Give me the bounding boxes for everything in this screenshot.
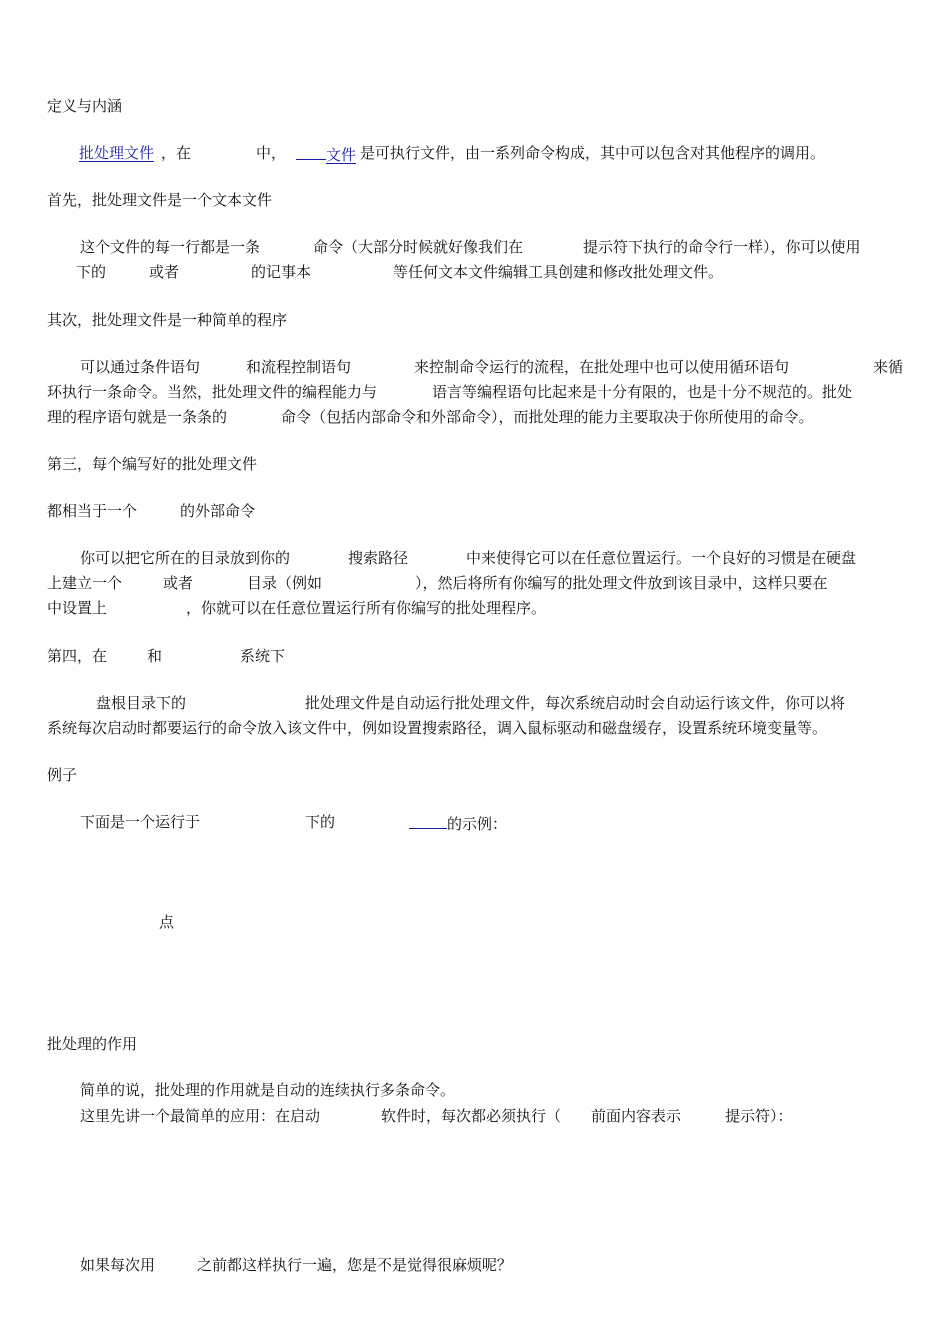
- text-segment: 理的程序语句就是一条条的: [47, 408, 228, 426]
- heading-definition: 定义与内涵: [47, 97, 123, 115]
- text-segment: 中来使得它可以在任意位置运行。一个良好的习惯是在硬盘: [466, 549, 857, 567]
- text-segment: 系统下: [240, 647, 286, 665]
- text-segment: 第四，在: [47, 647, 108, 665]
- intro-text-1: ，在: [161, 144, 192, 162]
- text-segment: 提示符）：: [725, 1107, 793, 1125]
- text-segment: 或者: [149, 263, 180, 281]
- batch-file-link[interactable]: 批处理文件: [79, 144, 155, 162]
- heading-usage: 批处理的作用: [47, 1035, 138, 1053]
- text-segment: 来控制命令运行的流程，在批处理中也可以使用循环语句: [414, 358, 790, 376]
- text-segment: 搜索路径: [348, 549, 409, 567]
- heading-third: 第三，每个编写好的批处理文件: [47, 455, 258, 473]
- text-segment: 下面是一个运行于: [80, 813, 201, 831]
- heading-example: 例子: [47, 766, 78, 784]
- text-segment: 命令（包括内部命令和外部命令），而批处理的能力主要取决于你所使用的命令。: [281, 408, 814, 426]
- text-segment: 来循: [873, 358, 904, 376]
- text-segment: 之前都这样执行一遍，您是不是觉得很麻烦呢？: [197, 1256, 513, 1274]
- text-segment: 可以通过条件语句: [80, 358, 201, 376]
- text-segment: 等任何文本文件编辑工具创建和修改批处理文件。: [393, 263, 724, 281]
- text-segment: 提示符下执行的命令行一样），你可以使用: [583, 238, 861, 256]
- text-segment: 或者: [163, 574, 194, 592]
- text-segment: 你可以把它所在的目录放到你的: [80, 549, 291, 567]
- file-link-blank: [296, 143, 326, 160]
- intro-text-2: 中，: [256, 144, 287, 162]
- heading-first: 首先，批处理文件是一个文本文件: [47, 191, 273, 209]
- text-segment: 的外部命令: [180, 502, 256, 520]
- text-segment: 下的: [76, 263, 107, 281]
- text-segment: 的示例：: [447, 815, 508, 833]
- file-link[interactable]: 文件: [296, 143, 356, 165]
- text-segment: 前面内容表示: [591, 1107, 682, 1125]
- example-code: 点: [159, 913, 175, 931]
- text-segment: ），然后将所有你编写的批处理文件放到该目录中，这样只要在: [415, 574, 828, 592]
- text-segment: 批处理文件是自动运行批处理文件，每次系统启动时会自动运行该文件，你可以将: [305, 694, 846, 712]
- text-segment: 和: [147, 647, 163, 665]
- example-link-blank: [409, 812, 447, 829]
- fourth-body-line-2: 系统每次启动时都要运行的命令放入该文件中，例如设置搜索路径，调入鼠标驱动和磁盘缓存，设置系统环境变量等。: [47, 719, 828, 737]
- text-segment: 上建立一个: [47, 574, 123, 592]
- text-segment: ，你就可以在任意位置运行所有你编写的批处理程序。: [186, 599, 547, 617]
- text-segment: 如果每次用: [80, 1256, 156, 1274]
- text-segment: 这里先讲一个最简单的应用：在启动: [80, 1107, 321, 1125]
- text-segment: 中设置上: [47, 599, 108, 617]
- text-segment: 都相当于一个: [47, 502, 138, 520]
- example-link[interactable]: [409, 812, 507, 834]
- text-segment: 的记事本: [251, 263, 312, 281]
- text-segment: 命令（大部分时候就好像我们在: [313, 238, 524, 256]
- text-segment: 这个文件的每一行都是一条: [80, 238, 261, 256]
- text-segment: 下的: [305, 813, 336, 831]
- text-segment: 盘根目录下的: [96, 694, 187, 712]
- intro-text-3: 是可执行文件，由一系列命令构成，其中可以包含对其他程序的调用。: [360, 144, 826, 162]
- text-segment: 软件时，每次都必须执行（: [381, 1107, 562, 1125]
- heading-second: 其次，批处理文件是一种简单的程序: [47, 311, 288, 329]
- text-segment: 环执行一条命令。当然，批处理文件的编程能力与: [47, 383, 378, 401]
- text-segment: 和流程控制语句: [246, 358, 352, 376]
- text-segment: 语言等编程语句比起来是十分有限的，也是十分不规范的。批处: [432, 383, 853, 401]
- usage-line-1: 简单的说，批处理的作用就是自动的连续执行多条命令。: [80, 1081, 456, 1099]
- text-segment: 目录（例如: [247, 574, 323, 592]
